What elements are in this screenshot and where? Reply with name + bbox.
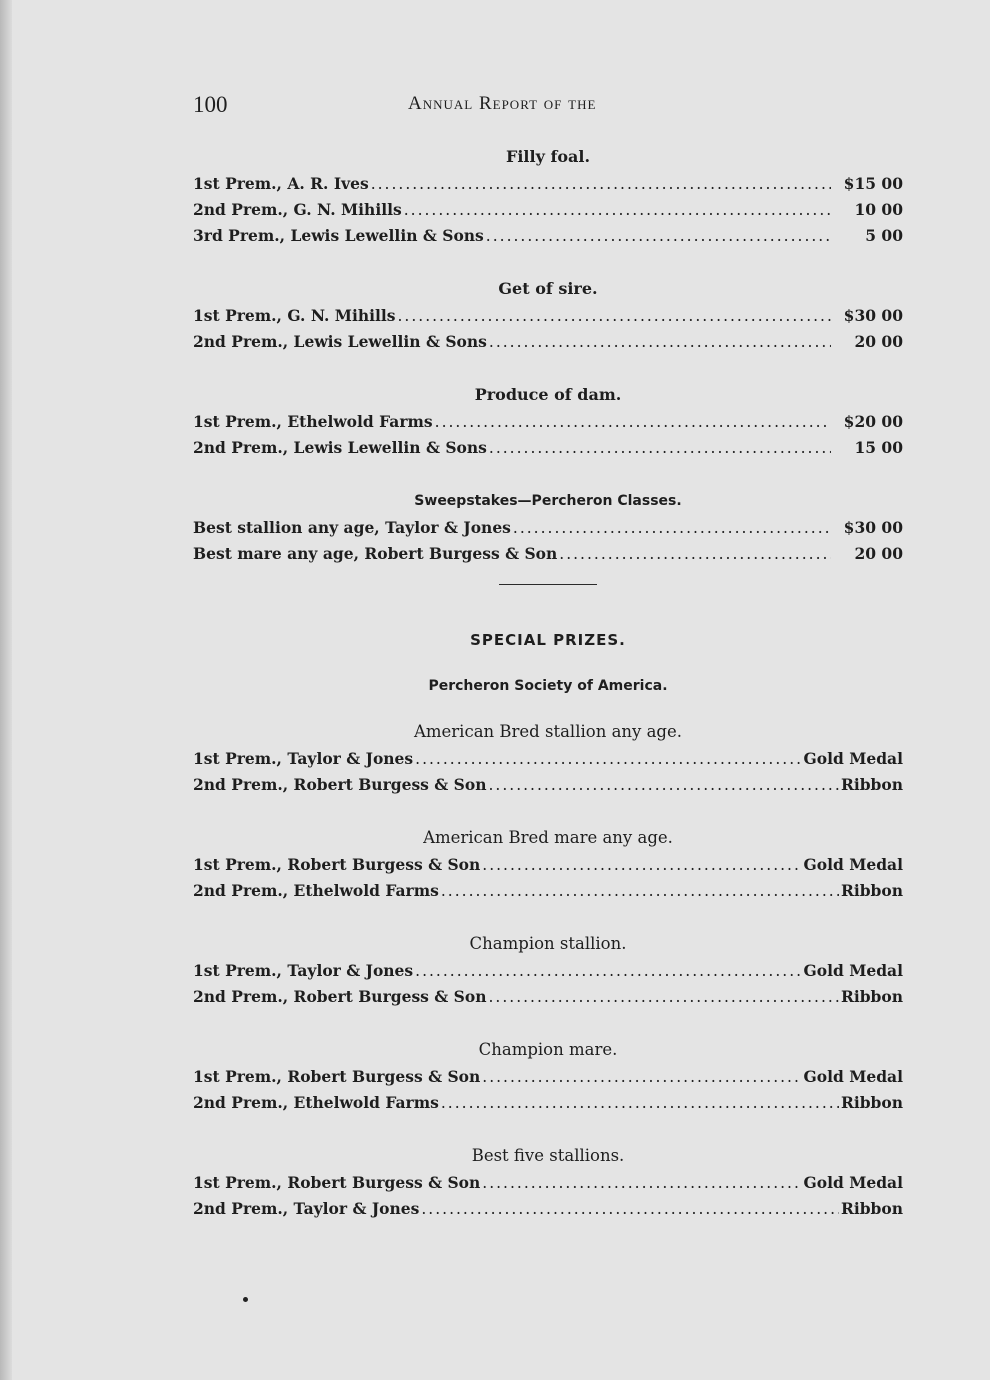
section-title: Filly foal. <box>505 147 591 166</box>
prize-label: 1st Prem., A. R. Ives <box>193 174 369 193</box>
prize-row <box>193 174 903 200</box>
prize-amount: $30 00 <box>843 518 903 537</box>
prize-row <box>193 749 903 775</box>
prize-label: 2nd Prem., Ethelwold Farms <box>193 881 439 900</box>
dot-leader <box>415 750 801 768</box>
dot-leader <box>486 227 831 245</box>
page-number: 100 <box>193 92 228 117</box>
prize-row <box>193 1173 903 1199</box>
prize-amount: 20 00 <box>854 332 903 351</box>
section-title: Champion stallion. <box>469 934 627 953</box>
prize-label: 1st Prem., Taylor & Jones <box>193 749 414 768</box>
dot-leader <box>371 175 831 193</box>
prize-award: Ribbon <box>840 1199 903 1218</box>
special-prizes-heading: SPECIAL PRIZES. <box>470 631 626 649</box>
dot-leader <box>435 413 831 431</box>
prize-award: Ribbon <box>840 1093 903 1112</box>
prize-label: 1st Prem., Ethelwold Farms <box>193 412 433 431</box>
prize-amount: $20 00 <box>843 412 903 431</box>
prize-row <box>193 961 903 987</box>
section-get-of-sire <box>193 278 903 358</box>
dot-leader <box>482 1068 801 1086</box>
print-speck <box>243 1297 248 1302</box>
dot-leader <box>441 882 839 900</box>
section-title: Get of sire. <box>498 279 598 298</box>
dot-leader <box>415 962 801 980</box>
special-group-champion-stallion <box>193 933 903 1013</box>
prize-award: Gold Medal <box>803 855 903 874</box>
prize-row <box>193 855 903 881</box>
special-group-american-bred-stallion <box>193 721 903 801</box>
page-header <box>193 92 693 122</box>
prize-label: 2nd Prem., G. N. Mihills <box>193 200 402 219</box>
prize-label: 2nd Prem., Robert Burgess & Son <box>193 987 487 1006</box>
prize-label: 2nd Prem., Lewis Lewellin & Sons <box>193 332 487 351</box>
section-title: American Bred stallion any age. <box>413 722 683 741</box>
prize-label: Best mare any age, Robert Burgess & Son <box>193 544 558 563</box>
prize-row <box>193 306 903 332</box>
prize-label: 2nd Prem., Lewis Lewellin & Sons <box>193 438 487 457</box>
prize-label: 1st Prem., Robert Burgess & Son <box>193 1067 481 1086</box>
dot-leader <box>404 201 831 219</box>
section-divider <box>499 584 597 585</box>
prize-award: Gold Medal <box>803 1173 903 1192</box>
prize-row <box>193 987 903 1013</box>
dot-leader <box>488 776 838 794</box>
society-heading: Percheron Society of America. <box>428 678 668 694</box>
prize-award: Gold Medal <box>803 749 903 768</box>
dot-leader <box>489 333 831 351</box>
prize-row <box>193 412 903 438</box>
prize-amount: $15 00 <box>843 174 903 193</box>
dot-leader <box>482 856 801 874</box>
section-title: Best five stallions. <box>471 1146 625 1165</box>
prize-row <box>193 438 903 464</box>
running-head: Annual Report of the <box>408 93 597 114</box>
prize-award: Gold Medal <box>803 1067 903 1086</box>
prize-label: 1st Prem., Taylor & Jones <box>193 961 414 980</box>
prize-label: 2nd Prem., Ethelwold Farms <box>193 1093 439 1112</box>
prize-row <box>193 1067 903 1093</box>
prize-label: 1st Prem., Robert Burgess & Son <box>193 855 481 874</box>
prize-award: Ribbon <box>840 775 903 794</box>
section-title: American Bred mare any age. <box>423 828 673 847</box>
dot-leader <box>488 988 838 1006</box>
prize-label: 1st Prem., G. N. Mihills <box>193 306 396 325</box>
prize-row <box>193 1093 903 1119</box>
prize-row <box>193 775 903 801</box>
prize-row <box>193 544 903 570</box>
section-title: Produce of dam. <box>474 385 622 404</box>
prize-amount: 5 00 <box>865 226 903 245</box>
page-body <box>193 146 903 1251</box>
dot-leader <box>513 519 831 537</box>
section-title: Champion mare. <box>478 1040 618 1059</box>
prize-label: 2nd Prem., Robert Burgess & Son <box>193 775 487 794</box>
section-filly-foal <box>193 146 903 252</box>
prize-row <box>193 226 903 252</box>
section-produce-of-dam <box>193 384 903 464</box>
prize-label: 1st Prem., Robert Burgess & Son <box>193 1173 481 1192</box>
section-title: Sweepstakes—Percheron Classes. <box>414 493 682 509</box>
prize-amount: 20 00 <box>854 544 903 563</box>
prize-amount: $30 00 <box>843 306 903 325</box>
prize-row <box>193 332 903 358</box>
dot-leader <box>441 1094 839 1112</box>
prize-label: 3rd Prem., Lewis Lewellin & Sons <box>193 226 484 245</box>
dot-leader <box>398 307 832 325</box>
dot-leader <box>489 439 831 457</box>
prize-amount: 15 00 <box>854 438 903 457</box>
prize-award: Ribbon <box>840 987 903 1006</box>
prize-row <box>193 200 903 226</box>
special-group-american-bred-mare <box>193 827 903 907</box>
prize-label: 2nd Prem., Taylor & Jones <box>193 1199 420 1218</box>
section-sweepstakes <box>193 490 903 570</box>
binding-gutter <box>0 0 12 1380</box>
dot-leader <box>559 545 831 563</box>
special-group-champion-mare <box>193 1039 903 1119</box>
prize-amount: 10 00 <box>854 200 903 219</box>
prize-award: Ribbon <box>840 881 903 900</box>
special-group-best-five-stallions <box>193 1145 903 1225</box>
dot-leader <box>482 1174 801 1192</box>
prize-row <box>193 1199 903 1225</box>
prize-row <box>193 881 903 907</box>
prize-row <box>193 518 903 544</box>
prize-label: Best stallion any age, Taylor & Jones <box>193 518 511 537</box>
prize-award: Gold Medal <box>803 961 903 980</box>
dot-leader <box>421 1200 839 1218</box>
